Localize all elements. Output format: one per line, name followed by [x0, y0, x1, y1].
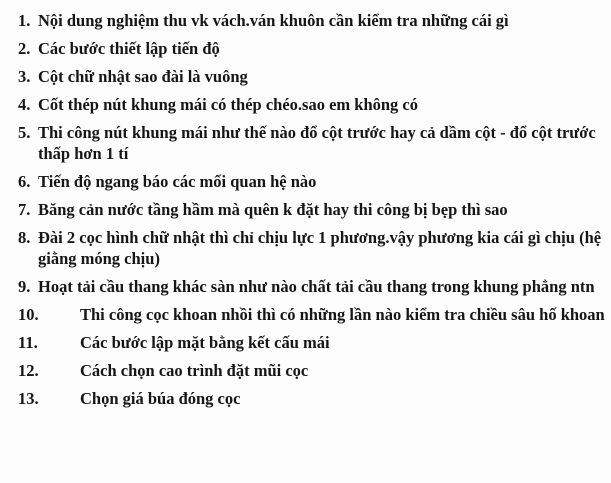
item-number: 1. [18, 11, 31, 30]
item-text: Các bước lập mặt bằng kết cấu mái [80, 333, 330, 352]
list-item [0, 304, 611, 325]
item-text: Cốt thép nút khung mái có thép chéo.sao em không có [38, 95, 418, 114]
list-item [0, 38, 611, 59]
item-number: 11. [18, 333, 38, 352]
item-text: Thi công nút khung mái như thế nào đổ cột trước hay cả dầm cột - đổ cột trước thấp hơn 1 tí [38, 123, 596, 163]
item-number: 4. [18, 95, 31, 114]
item-number: 9. [18, 277, 31, 296]
list-item [0, 332, 611, 353]
list-item [0, 10, 611, 31]
item-text: Nội dung nghiệm thu vk vách.ván khuôn cần kiểm tra những cái gì [38, 11, 509, 30]
item-text: Cách chọn cao trình đặt mũi cọc [80, 361, 309, 380]
item-number: 12. [18, 361, 39, 380]
item-number: 5. [18, 123, 31, 142]
item-text: Cột chữ nhật sao đài là vuông [38, 67, 248, 86]
item-number: 13. [18, 389, 39, 408]
item-text: Các bước thiết lập tiến độ [38, 39, 220, 58]
item-number: 7. [18, 200, 31, 219]
item-text: Hoạt tải cầu thang khác sàn như nào chất tải cầu thang trong khung phẳng ntn [38, 277, 595, 296]
list-item [0, 199, 611, 220]
item-text: Đài 2 cọc hình chữ nhật thì chỉ chịu lực 1 phương.vậy phương kia cái gì chịu (hệ giằng móng chịu) [38, 228, 602, 268]
list-item [0, 171, 611, 192]
item-number: 2. [18, 39, 31, 58]
list-item [0, 227, 611, 269]
list-item [0, 122, 611, 164]
item-text: Băng cản nước tầng hầm mà quên k đặt hay thi công bị bẹp thì sao [38, 200, 508, 219]
list-item [0, 360, 611, 381]
item-text: Chọn giá búa đóng cọc [80, 389, 241, 408]
item-text: Thi công cọc khoan nhồi thì có những lần nào kiểm tra chiều sâu hố khoan [80, 305, 605, 324]
list-item [0, 388, 611, 409]
question-list [0, 10, 611, 409]
list-item [0, 276, 611, 297]
item-text: Tiến độ ngang báo các mối quan hệ nào [38, 172, 317, 191]
item-number: 6. [18, 172, 31, 191]
list-item [0, 66, 611, 87]
item-number: 3. [18, 67, 31, 86]
list-item [0, 94, 611, 115]
item-number: 10. [18, 305, 39, 324]
item-number: 8. [18, 228, 31, 247]
